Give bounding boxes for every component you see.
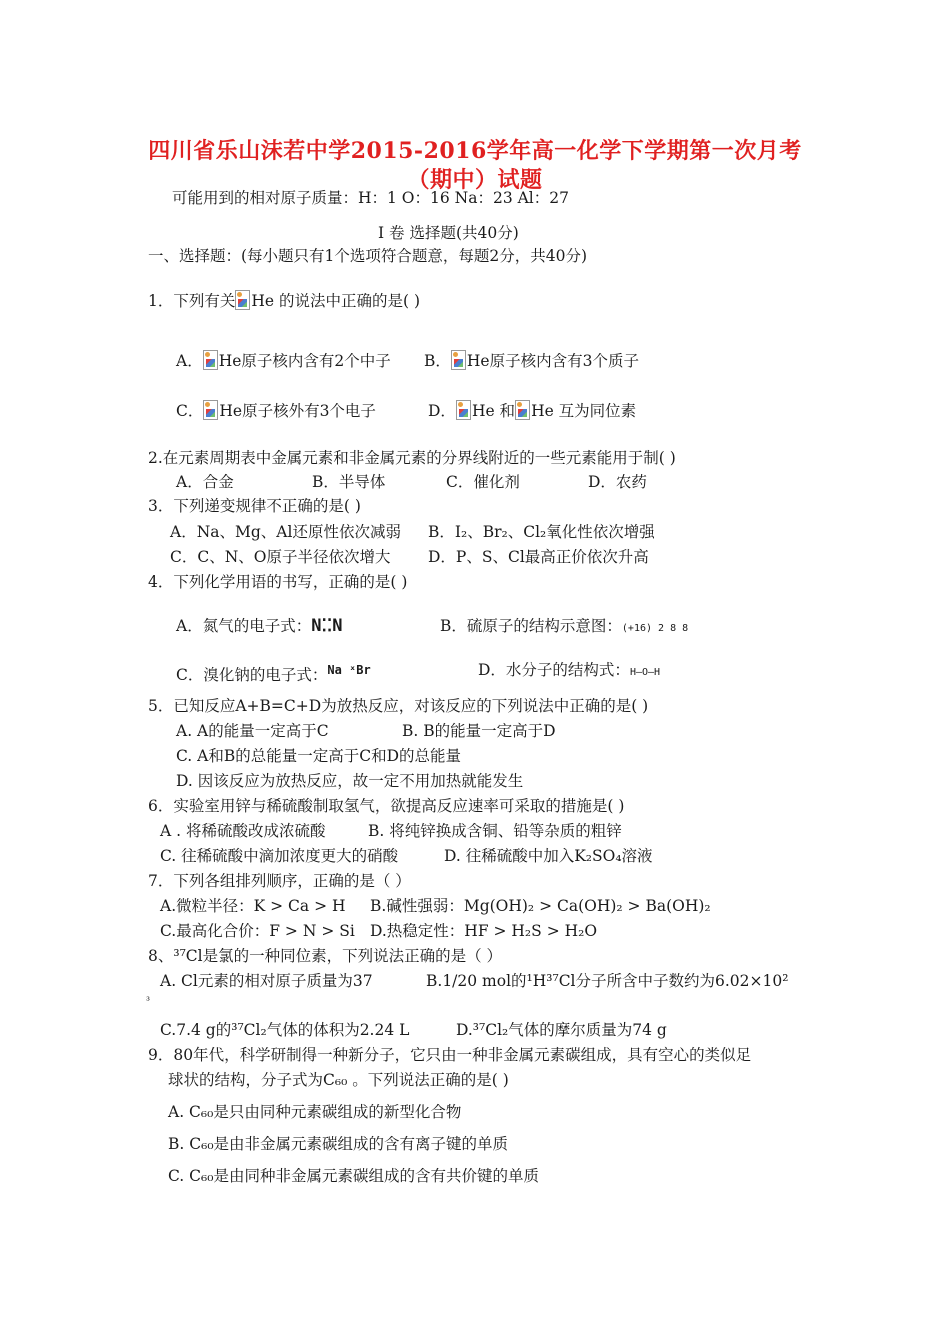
sulfur-structure-diagram: (+16) 2 8 8	[621, 623, 689, 634]
q9-stem-line2: 球状的结构，分子式为C₆₀ 。下列说法正确的是( )	[168, 1071, 509, 1089]
section-header: Ⅰ 卷 选择题(共40分)	[378, 224, 519, 242]
q7-stem: 7．下列各组排列顺序，正确的是（ ）	[148, 872, 411, 890]
q8-option-c: C.7.4 g的³⁷Cl₂气体的体积为2.24 L	[160, 1021, 410, 1039]
q5-option-d: D. 因该反应为放热反应，故一定不用加热就能发生	[176, 772, 524, 790]
q9-option-b: B. C₆₀是由非金属元素碳组成的含有离子键的单质	[168, 1135, 509, 1153]
q7-option-b: B.碱性强弱：Mg(OH)₂ > Ca(OH)₂ > Ba(OH)₂	[370, 897, 711, 915]
q6-option-a: A . 将稀硫酸改成浓硫酸	[160, 822, 326, 840]
q5-option-c: C. A和B的总能量一定高于C和D的总能量	[176, 747, 462, 765]
q9-option-c: C. C₆₀是由同种非金属元素碳组成的含有共价键的单质	[168, 1167, 539, 1185]
isotope-image-icon	[203, 350, 218, 370]
q2-option-c: C．催化剂	[446, 473, 520, 491]
q3-stem: 3．下列递变规律不正确的是( )	[148, 497, 361, 515]
q3-option-b: B．I₂、Br₂、Cl₂氧化性依次增强	[428, 523, 655, 541]
q9-option-a: A. C₆₀是只由同种元素碳组成的新型化合物	[168, 1103, 462, 1121]
q7-option-a: A.微粒半径：K > Ca > H	[160, 897, 346, 915]
q1-option-a: A． He原子核内含有2个中子	[176, 352, 391, 370]
q6-option-d: D. 往稀硫酸中加入K₂SO₄溶液	[444, 847, 653, 865]
q8-option-b: B.1/20 mol的¹H³⁷Cl分子所含中子数约为6.02×10²	[426, 972, 789, 990]
q5-stem: 5．已知反应A+B=C+D为放热反应，对该反应的下列说法中正确的是( )	[148, 697, 649, 715]
q4-option-d: D．水分子的结构式：H—O—H	[478, 660, 660, 683]
part1-instructions: 一、选择题：(每小题只有1个选项符合题意，每题2分，共40分)	[148, 247, 588, 265]
q7-option-d: D.热稳定性：HF > H₂S > H₂O	[370, 922, 598, 940]
isotope-image-icon	[515, 400, 530, 420]
q4-stem: 4．下列化学用语的书写，正确的是( )	[148, 573, 408, 591]
q1-option-d: D． He 和 He 互为同位素	[428, 402, 637, 420]
isotope-image-icon	[456, 400, 471, 420]
n2-electron-formula: N⁚⁚N	[311, 616, 343, 636]
q5-option-b: B. B的能量一定高于D	[402, 722, 556, 740]
nabr-electron-formula: Na ˣBr	[327, 663, 371, 677]
isotope-image-icon	[235, 290, 250, 310]
q2-option-a: A．合金	[176, 473, 234, 491]
isotope-image-icon	[203, 400, 218, 420]
isotope-image-icon	[451, 350, 466, 370]
water-structure-formula: H—O—H	[629, 667, 661, 678]
q2-option-b: B．半导体	[312, 473, 386, 491]
q8-option-a: A. Cl元素的相对原子质量为37	[160, 972, 373, 990]
q9-stem-line1: 9．80年代，科学研制得一种新分子，它只由一种非金属元素碳组成，具有空心的类似足	[148, 1046, 752, 1064]
q4-option-b: B．硫原子的结构示意图：(+16) 2 8 8	[440, 616, 688, 639]
q1-option-b: B． He原子核内含有3个质子	[424, 352, 639, 370]
q1-stem: 1．下列有关 He 的说法中正确的是( )	[148, 292, 421, 310]
q3-option-a: A．Na、Mg、Al还原性依次减弱	[170, 523, 401, 541]
q7-option-c: C.最高化合价：F > N > Si	[160, 922, 355, 940]
q4-option-a: A．氮气的电子式：N⁚⁚N	[176, 616, 343, 636]
q3-option-c: C．C、N、O原子半径依次增大	[170, 548, 391, 566]
q8-option-b-wrap: ³	[146, 996, 151, 1007]
q2-option-d: D．农药	[588, 473, 647, 491]
q5-option-a: A. A的能量一定高于C	[176, 722, 329, 740]
page-title-line1: 四川省乐山沫若中学2015-2016学年高一化学下学期第一次月考	[148, 138, 802, 164]
q6-option-b: B. 将纯锌换成含铜、铅等杂质的粗锌	[368, 822, 622, 840]
q6-option-c: C. 往稀硫酸中滴加浓度更大的硝酸	[160, 847, 399, 865]
q1-option-c: C． He原子核外有3个电子	[176, 402, 376, 420]
page-title-line2: （期中）试题	[407, 167, 543, 193]
atomic-masses: 可能用到的相对原子质量：H：1 O：16 Na：23 Al：27	[172, 189, 569, 207]
q3-option-d: D．P、S、Cl最高正价依次升高	[428, 548, 649, 566]
q6-stem: 6．实验室用锌与稀硫酸制取氢气，欲提高反应速率可采取的措施是( )	[148, 797, 625, 815]
q2-stem: 2.在元素周期表中金属元素和非金属元素的分界线附近的一些元素能用于制( )	[148, 449, 676, 467]
q8-option-d: D.³⁷Cl₂气体的摩尔质量为74 g	[456, 1021, 667, 1039]
q4-option-c: C．溴化钠的电子式：Na ˣBr	[176, 660, 371, 685]
q8-stem: 8、³⁷Cl是氯的一种同位素，下列说法正确的是（ ）	[148, 947, 503, 965]
